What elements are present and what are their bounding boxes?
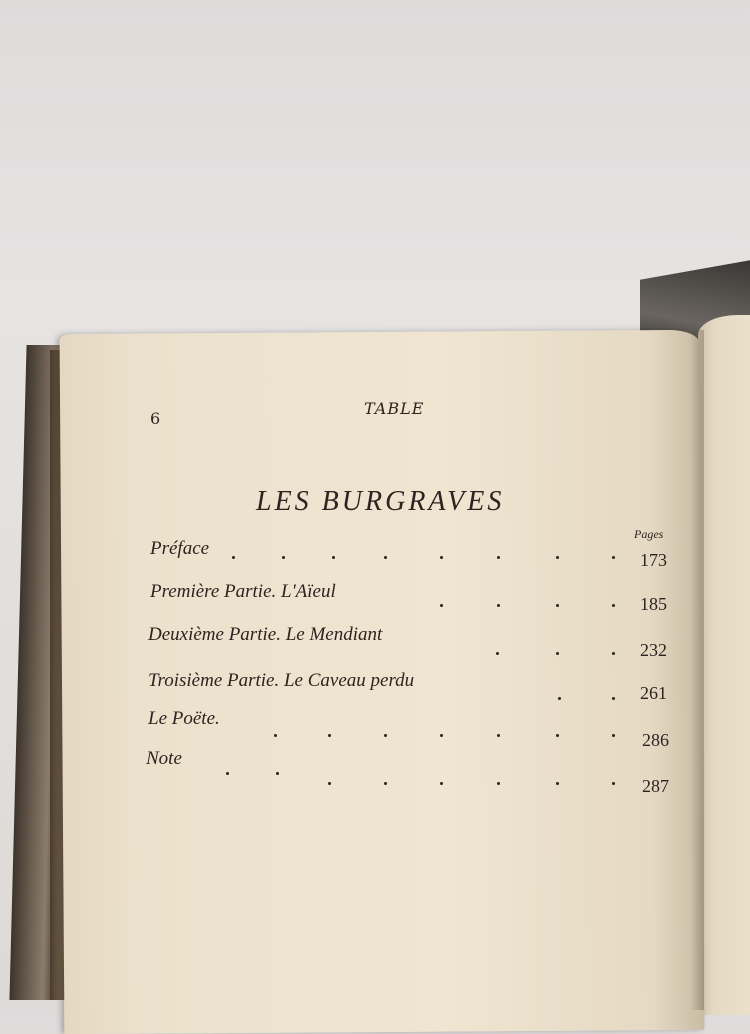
- leader-dot: [497, 604, 500, 607]
- gutter-shadow: [690, 330, 704, 1010]
- leader-dot: [226, 772, 229, 775]
- leader-dot: [612, 782, 615, 785]
- leader-dot: [556, 652, 559, 655]
- leader-dot: [497, 734, 500, 737]
- leader-dot: [612, 734, 615, 737]
- right-page: [698, 315, 750, 1015]
- leader-dot: [556, 604, 559, 607]
- toc-entry-label: Deuxième Partie. Le Mendiant: [148, 624, 383, 645]
- running-head: TABLE: [364, 399, 425, 418]
- leader-dot: [332, 556, 335, 559]
- leader-dot: [276, 772, 279, 775]
- leader-dot: [440, 604, 443, 607]
- toc-entry-label: Note: [146, 748, 182, 769]
- toc-entry-page: 185: [640, 594, 667, 614]
- leader-dot: [612, 604, 615, 607]
- toc-entry-label: Préface: [150, 538, 210, 559]
- leader-dot: [440, 782, 443, 785]
- toc-entry-label: Première Partie. L'Aïeul: [150, 581, 336, 602]
- leader-dot: [440, 734, 443, 737]
- toc-entry-page: 287: [642, 776, 669, 796]
- leader-dot: [556, 556, 559, 559]
- toc-entry-page: 173: [640, 550, 667, 570]
- leader-dot: [328, 782, 331, 785]
- leader-dot: [612, 697, 615, 700]
- leader-dot: [612, 556, 615, 559]
- leader-dot: [497, 556, 500, 559]
- leader-dot: [497, 782, 500, 785]
- leader-dot: [440, 556, 443, 559]
- leader-dot: [232, 556, 235, 559]
- toc-entry-label: Le Poëte.: [148, 708, 220, 729]
- leader-dot: [384, 734, 387, 737]
- page-number: 6: [150, 409, 161, 428]
- leader-dot: [282, 556, 285, 559]
- pages-column-label: Pages: [634, 527, 664, 541]
- leader-dot: [496, 652, 499, 655]
- toc-entry-label: Troisième Partie. Le Caveau perdu: [148, 670, 415, 691]
- leader-dot: [384, 782, 387, 785]
- toc-entry-page: 286: [642, 730, 669, 750]
- leader-dot: [384, 556, 387, 559]
- book-title: LES BURGRAVES: [256, 486, 505, 517]
- toc-entry-page: 261: [640, 683, 667, 703]
- leader-dot: [556, 734, 559, 737]
- leader-dot: [558, 697, 561, 700]
- leader-dot: [328, 734, 331, 737]
- toc-entry-page: 232: [640, 640, 667, 660]
- leader-dot: [556, 782, 559, 785]
- leader-dot: [274, 734, 277, 737]
- leader-dot: [612, 652, 615, 655]
